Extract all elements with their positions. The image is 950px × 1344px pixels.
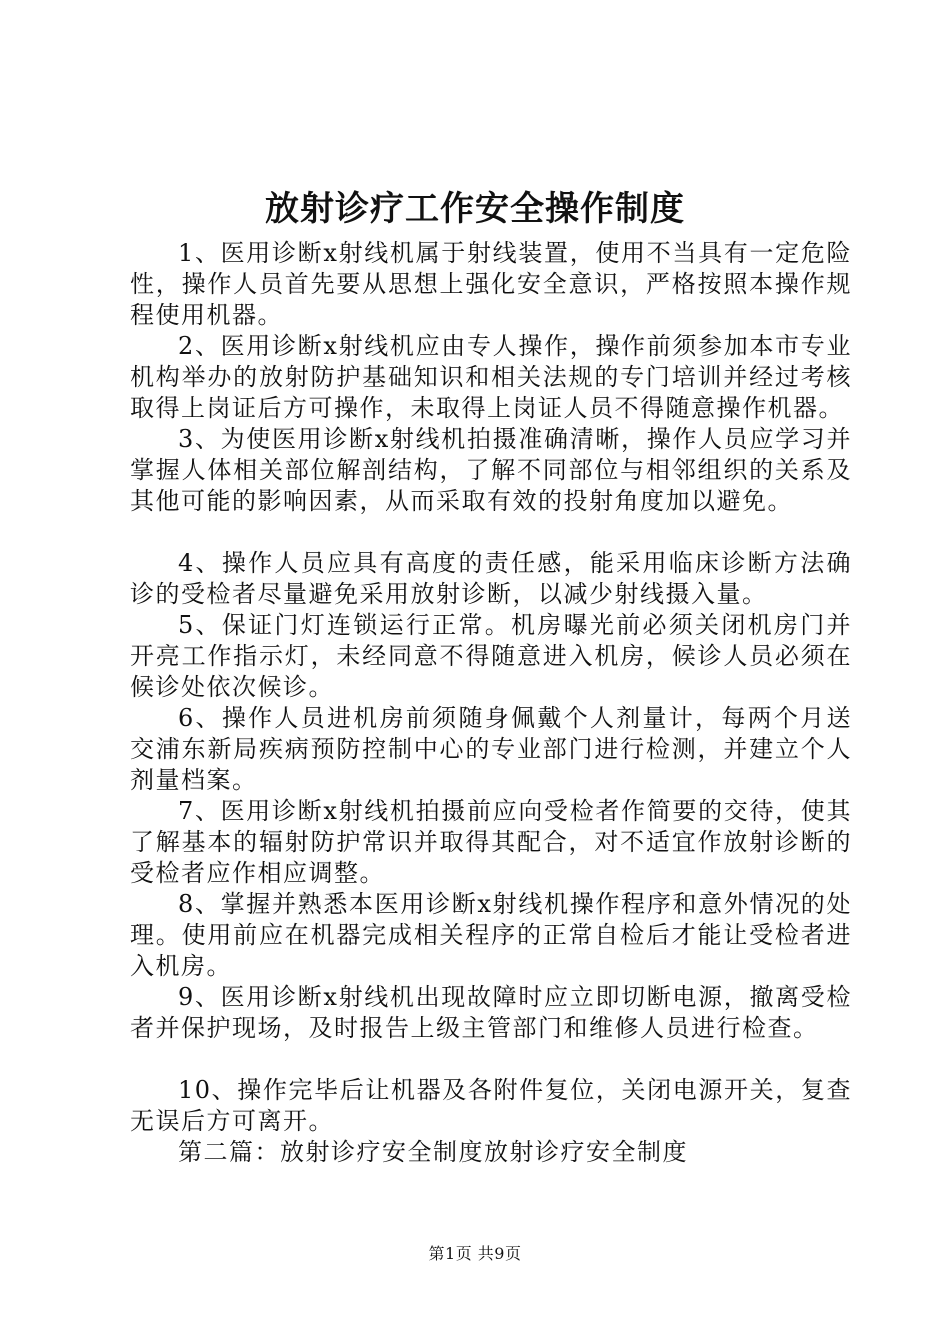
paragraph-4: 4、操作人员应具有高度的责任感，能采用临床诊断方法确诊的受检者尽量避免采用放射诊断，以减少射线摄入量。 <box>130 549 852 608</box>
paragraph-2: 2、医用诊断x射线机应由专人操作，操作前须参加本市专业机构举办的放射防护基础知识和相关法规的专门培训并经过考核取得上岗证后方可操作，未取得上岗证人员不得随意操作机器。 <box>130 332 852 422</box>
section-heading-part-two: 第二篇：放射诊疗安全制度放射诊疗安全制度 <box>178 1138 688 1166</box>
paragraph-7: 7、医用诊断x射线机拍摄前应向受检者作简要的交待，使其了解基本的辐射防护常识并取得其配合，对不适宜作放射诊断的受检者应作相应调整。 <box>130 797 852 887</box>
page-number-footer: 第1页 共9页 <box>428 1244 522 1263</box>
paragraph-10: 10、操作完毕后让机器及各附件复位，关闭电源开关，复查无误后方可离开。 <box>130 1076 852 1135</box>
paragraph-1: 1、医用诊断x射线机属于射线装置，使用不当具有一定危险性，操作人员首先要从思想上强化安全意识，严格按照本操作规程使用机器。 <box>130 239 852 329</box>
paragraph-3: 3、为使医用诊断x射线机拍摄准确清晰，操作人员应学习并掌握人体相关部位解剖结构，了解不同部位与相邻组织的关系及其他可能的影响因素，从而采取有效的投射角度加以避免。 <box>130 425 852 515</box>
paragraph-6: 6、操作人员进机房前须随身佩戴个人剂量计，每两个月送交浦东新局疾病预防控制中心的专业部门进行检测，并建立个人剂量档案。 <box>130 704 852 794</box>
paragraph-5: 5、保证门灯连锁运行正常。机房曝光前必须关闭机房门并开亮工作指示灯，未经同意不得随意进入机房，候诊人员必须在候诊处依次候诊。 <box>130 611 852 701</box>
document-body <box>130 238 852 1168</box>
paragraph-9: 9、医用诊断x射线机出现故障时应立即切断电源，撤离受检者并保护现场，及时报告上级主管部门和维修人员进行检查。 <box>130 983 852 1042</box>
document-title: 放射诊疗工作安全操作制度 <box>265 189 685 229</box>
paragraph-8: 8、掌握并熟悉本医用诊断x射线机操作程序和意外情况的处理。使用前应在机器完成相关程序的正常自检后才能让受检者进入机房。 <box>130 890 852 980</box>
